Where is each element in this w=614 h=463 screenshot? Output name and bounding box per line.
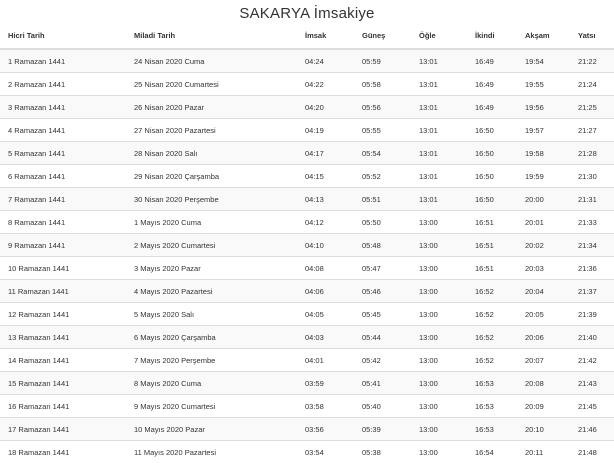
yatsi-cell: 21:42: [570, 349, 614, 372]
miladi-tarih-cell: 8 Mayıs 2020 Cuma: [126, 372, 297, 395]
miladi-tarih-cell: 27 Nisan 2020 Pazartesi: [126, 119, 297, 142]
header-imsak: İmsak: [297, 31, 354, 49]
imsak-cell: 03:54: [297, 441, 354, 463]
table-row: [0, 257, 614, 280]
yatsi-cell: 21:39: [570, 303, 614, 326]
table-row: [0, 96, 614, 119]
hicri-tarih-cell: 11 Ramazan 1441: [0, 280, 126, 303]
table-row: [0, 119, 614, 142]
ogle-cell: 13:00: [411, 257, 467, 280]
gunes-cell: 05:41: [354, 372, 411, 395]
gunes-cell: 05:56: [354, 96, 411, 119]
gunes-cell: 05:39: [354, 418, 411, 441]
hicri-tarih-cell: 16 Ramazan 1441: [0, 395, 126, 418]
imsak-cell: 04:17: [297, 142, 354, 165]
miladi-tarih-cell: 26 Nisan 2020 Pazar: [126, 96, 297, 119]
ikindi-cell: 16:52: [467, 326, 517, 349]
miladi-tarih-cell: 30 Nisan 2020 Perşembe: [126, 188, 297, 211]
table-row: [0, 73, 614, 96]
yatsi-cell: 21:46: [570, 418, 614, 441]
header-ikindi: İkindi: [467, 31, 517, 49]
ikindi-cell: 16:51: [467, 234, 517, 257]
ogle-cell: 13:01: [411, 119, 467, 142]
miladi-tarih-cell: 10 Mayıs 2020 Pazar: [126, 418, 297, 441]
ogle-cell: 13:00: [411, 349, 467, 372]
ogle-cell: 13:00: [411, 418, 467, 441]
table-row: [0, 326, 614, 349]
hicri-tarih-cell: 6 Ramazan 1441: [0, 165, 126, 188]
page-title: SAKARYA İmsakiye: [0, 0, 614, 31]
table-row: [0, 211, 614, 234]
table-row: [0, 441, 614, 463]
table-row: [0, 349, 614, 372]
miladi-tarih-cell: 6 Mayıs 2020 Çarşamba: [126, 326, 297, 349]
yatsi-cell: 21:22: [570, 49, 614, 73]
aksam-cell: 19:56: [517, 96, 570, 119]
ogle-cell: 13:00: [411, 372, 467, 395]
gunes-cell: 05:44: [354, 326, 411, 349]
aksam-cell: 19:57: [517, 119, 570, 142]
imsak-cell: 04:12: [297, 211, 354, 234]
header-yatsi: Yatsı: [570, 31, 614, 49]
miladi-tarih-cell: 5 Mayıs 2020 Salı: [126, 303, 297, 326]
table-row: [0, 395, 614, 418]
imsak-cell: 04:22: [297, 73, 354, 96]
table-body: [0, 49, 614, 463]
header-aksam: Akşam: [517, 31, 570, 49]
gunes-cell: 05:58: [354, 73, 411, 96]
aksam-cell: 20:09: [517, 395, 570, 418]
imsak-cell: 04:24: [297, 49, 354, 73]
miladi-tarih-cell: 1 Mayıs 2020 Cuma: [126, 211, 297, 234]
hicri-tarih-cell: 4 Ramazan 1441: [0, 119, 126, 142]
table-row: [0, 418, 614, 441]
gunes-cell: 05:48: [354, 234, 411, 257]
aksam-cell: 19:58: [517, 142, 570, 165]
ogle-cell: 13:00: [411, 234, 467, 257]
aksam-cell: 20:08: [517, 372, 570, 395]
hicri-tarih-cell: 17 Ramazan 1441: [0, 418, 126, 441]
yatsi-cell: 21:28: [570, 142, 614, 165]
ogle-cell: 13:01: [411, 188, 467, 211]
yatsi-cell: 21:30: [570, 165, 614, 188]
imsak-cell: 03:59: [297, 372, 354, 395]
table-row: [0, 165, 614, 188]
gunes-cell: 05:59: [354, 49, 411, 73]
hicri-tarih-cell: 3 Ramazan 1441: [0, 96, 126, 119]
imsak-cell: 04:08: [297, 257, 354, 280]
ikindi-cell: 16:50: [467, 142, 517, 165]
miladi-tarih-cell: 9 Mayıs 2020 Cumartesi: [126, 395, 297, 418]
imsak-cell: 04:06: [297, 280, 354, 303]
gunes-cell: 05:45: [354, 303, 411, 326]
table-row: [0, 49, 614, 73]
aksam-cell: 19:55: [517, 73, 570, 96]
yatsi-cell: 21:24: [570, 73, 614, 96]
imsak-cell: 04:05: [297, 303, 354, 326]
table-row: [0, 234, 614, 257]
ogle-cell: 13:00: [411, 211, 467, 234]
imsak-cell: 04:15: [297, 165, 354, 188]
table-row: [0, 142, 614, 165]
imsak-cell: 04:10: [297, 234, 354, 257]
ikindi-cell: 16:50: [467, 119, 517, 142]
ikindi-cell: 16:50: [467, 188, 517, 211]
hicri-tarih-cell: 13 Ramazan 1441: [0, 326, 126, 349]
yatsi-cell: 21:33: [570, 211, 614, 234]
ogle-cell: 13:00: [411, 280, 467, 303]
table-row: [0, 280, 614, 303]
aksam-cell: 20:06: [517, 326, 570, 349]
gunes-cell: 05:47: [354, 257, 411, 280]
imsak-cell: 03:56: [297, 418, 354, 441]
yatsi-cell: 21:37: [570, 280, 614, 303]
yatsi-cell: 21:31: [570, 188, 614, 211]
aksam-cell: 20:01: [517, 211, 570, 234]
header-hicri-tarih: Hicri Tarih: [0, 31, 126, 49]
miladi-tarih-cell: 28 Nisan 2020 Salı: [126, 142, 297, 165]
aksam-cell: 20:00: [517, 188, 570, 211]
gunes-cell: 05:52: [354, 165, 411, 188]
ikindi-cell: 16:53: [467, 395, 517, 418]
ogle-cell: 13:01: [411, 73, 467, 96]
hicri-tarih-cell: 9 Ramazan 1441: [0, 234, 126, 257]
ikindi-cell: 16:52: [467, 280, 517, 303]
yatsi-cell: 21:36: [570, 257, 614, 280]
ikindi-cell: 16:50: [467, 165, 517, 188]
header-miladi-tarih: Miladi Tarih: [126, 31, 297, 49]
gunes-cell: 05:50: [354, 211, 411, 234]
hicri-tarih-cell: 5 Ramazan 1441: [0, 142, 126, 165]
aksam-cell: 20:04: [517, 280, 570, 303]
gunes-cell: 05:42: [354, 349, 411, 372]
hicri-tarih-cell: 18 Ramazan 1441: [0, 441, 126, 463]
ogle-cell: 13:01: [411, 142, 467, 165]
miladi-tarih-cell: 3 Mayıs 2020 Pazar: [126, 257, 297, 280]
gunes-cell: 05:55: [354, 119, 411, 142]
ogle-cell: 13:01: [411, 49, 467, 73]
ikindi-cell: 16:51: [467, 211, 517, 234]
aksam-cell: 20:05: [517, 303, 570, 326]
miladi-tarih-cell: 25 Nisan 2020 Cumartesi: [126, 73, 297, 96]
ogle-cell: 13:00: [411, 395, 467, 418]
imsakiye-table: [0, 31, 614, 463]
imsak-cell: 04:20: [297, 96, 354, 119]
imsak-cell: 04:03: [297, 326, 354, 349]
ogle-cell: 13:01: [411, 96, 467, 119]
yatsi-cell: 21:27: [570, 119, 614, 142]
gunes-cell: 05:51: [354, 188, 411, 211]
imsak-cell: 04:01: [297, 349, 354, 372]
yatsi-cell: 21:34: [570, 234, 614, 257]
ogle-cell: 13:00: [411, 326, 467, 349]
hicri-tarih-cell: 10 Ramazan 1441: [0, 257, 126, 280]
header-ogle: Öğle: [411, 31, 467, 49]
ikindi-cell: 16:49: [467, 73, 517, 96]
yatsi-cell: 21:45: [570, 395, 614, 418]
yatsi-cell: 21:40: [570, 326, 614, 349]
miladi-tarih-cell: 4 Mayıs 2020 Pazartesi: [126, 280, 297, 303]
yatsi-cell: 21:25: [570, 96, 614, 119]
gunes-cell: 05:46: [354, 280, 411, 303]
ikindi-cell: 16:52: [467, 303, 517, 326]
miladi-tarih-cell: 29 Nisan 2020 Çarşamba: [126, 165, 297, 188]
hicri-tarih-cell: 2 Ramazan 1441: [0, 73, 126, 96]
aksam-cell: 20:10: [517, 418, 570, 441]
ikindi-cell: 16:54: [467, 441, 517, 463]
table-row: [0, 372, 614, 395]
hicri-tarih-cell: 7 Ramazan 1441: [0, 188, 126, 211]
table-row: [0, 303, 614, 326]
miladi-tarih-cell: 7 Mayıs 2020 Perşembe: [126, 349, 297, 372]
aksam-cell: 20:07: [517, 349, 570, 372]
aksam-cell: 20:11: [517, 441, 570, 463]
miladi-tarih-cell: 11 Mayıs 2020 Pazartesi: [126, 441, 297, 463]
gunes-cell: 05:38: [354, 441, 411, 463]
ikindi-cell: 16:49: [467, 49, 517, 73]
yatsi-cell: 21:43: [570, 372, 614, 395]
aksam-cell: 19:59: [517, 165, 570, 188]
table-header-row: [0, 31, 614, 49]
aksam-cell: 19:54: [517, 49, 570, 73]
hicri-tarih-cell: 8 Ramazan 1441: [0, 211, 126, 234]
ikindi-cell: 16:53: [467, 372, 517, 395]
aksam-cell: 20:03: [517, 257, 570, 280]
hicri-tarih-cell: 1 Ramazan 1441: [0, 49, 126, 73]
ikindi-cell: 16:49: [467, 96, 517, 119]
miladi-tarih-cell: 24 Nisan 2020 Cuma: [126, 49, 297, 73]
imsak-cell: 04:19: [297, 119, 354, 142]
hicri-tarih-cell: 12 Ramazan 1441: [0, 303, 126, 326]
hicri-tarih-cell: 15 Ramazan 1441: [0, 372, 126, 395]
table-row: [0, 188, 614, 211]
ogle-cell: 13:00: [411, 303, 467, 326]
aksam-cell: 20:02: [517, 234, 570, 257]
ogle-cell: 13:00: [411, 441, 467, 463]
hicri-tarih-cell: 14 Ramazan 1441: [0, 349, 126, 372]
gunes-cell: 05:54: [354, 142, 411, 165]
imsak-cell: 04:13: [297, 188, 354, 211]
ikindi-cell: 16:51: [467, 257, 517, 280]
ogle-cell: 13:01: [411, 165, 467, 188]
header-gunes: Güneş: [354, 31, 411, 49]
ikindi-cell: 16:52: [467, 349, 517, 372]
yatsi-cell: 21:48: [570, 441, 614, 463]
miladi-tarih-cell: 2 Mayıs 2020 Cumartesi: [126, 234, 297, 257]
gunes-cell: 05:40: [354, 395, 411, 418]
imsak-cell: 03:58: [297, 395, 354, 418]
ikindi-cell: 16:53: [467, 418, 517, 441]
